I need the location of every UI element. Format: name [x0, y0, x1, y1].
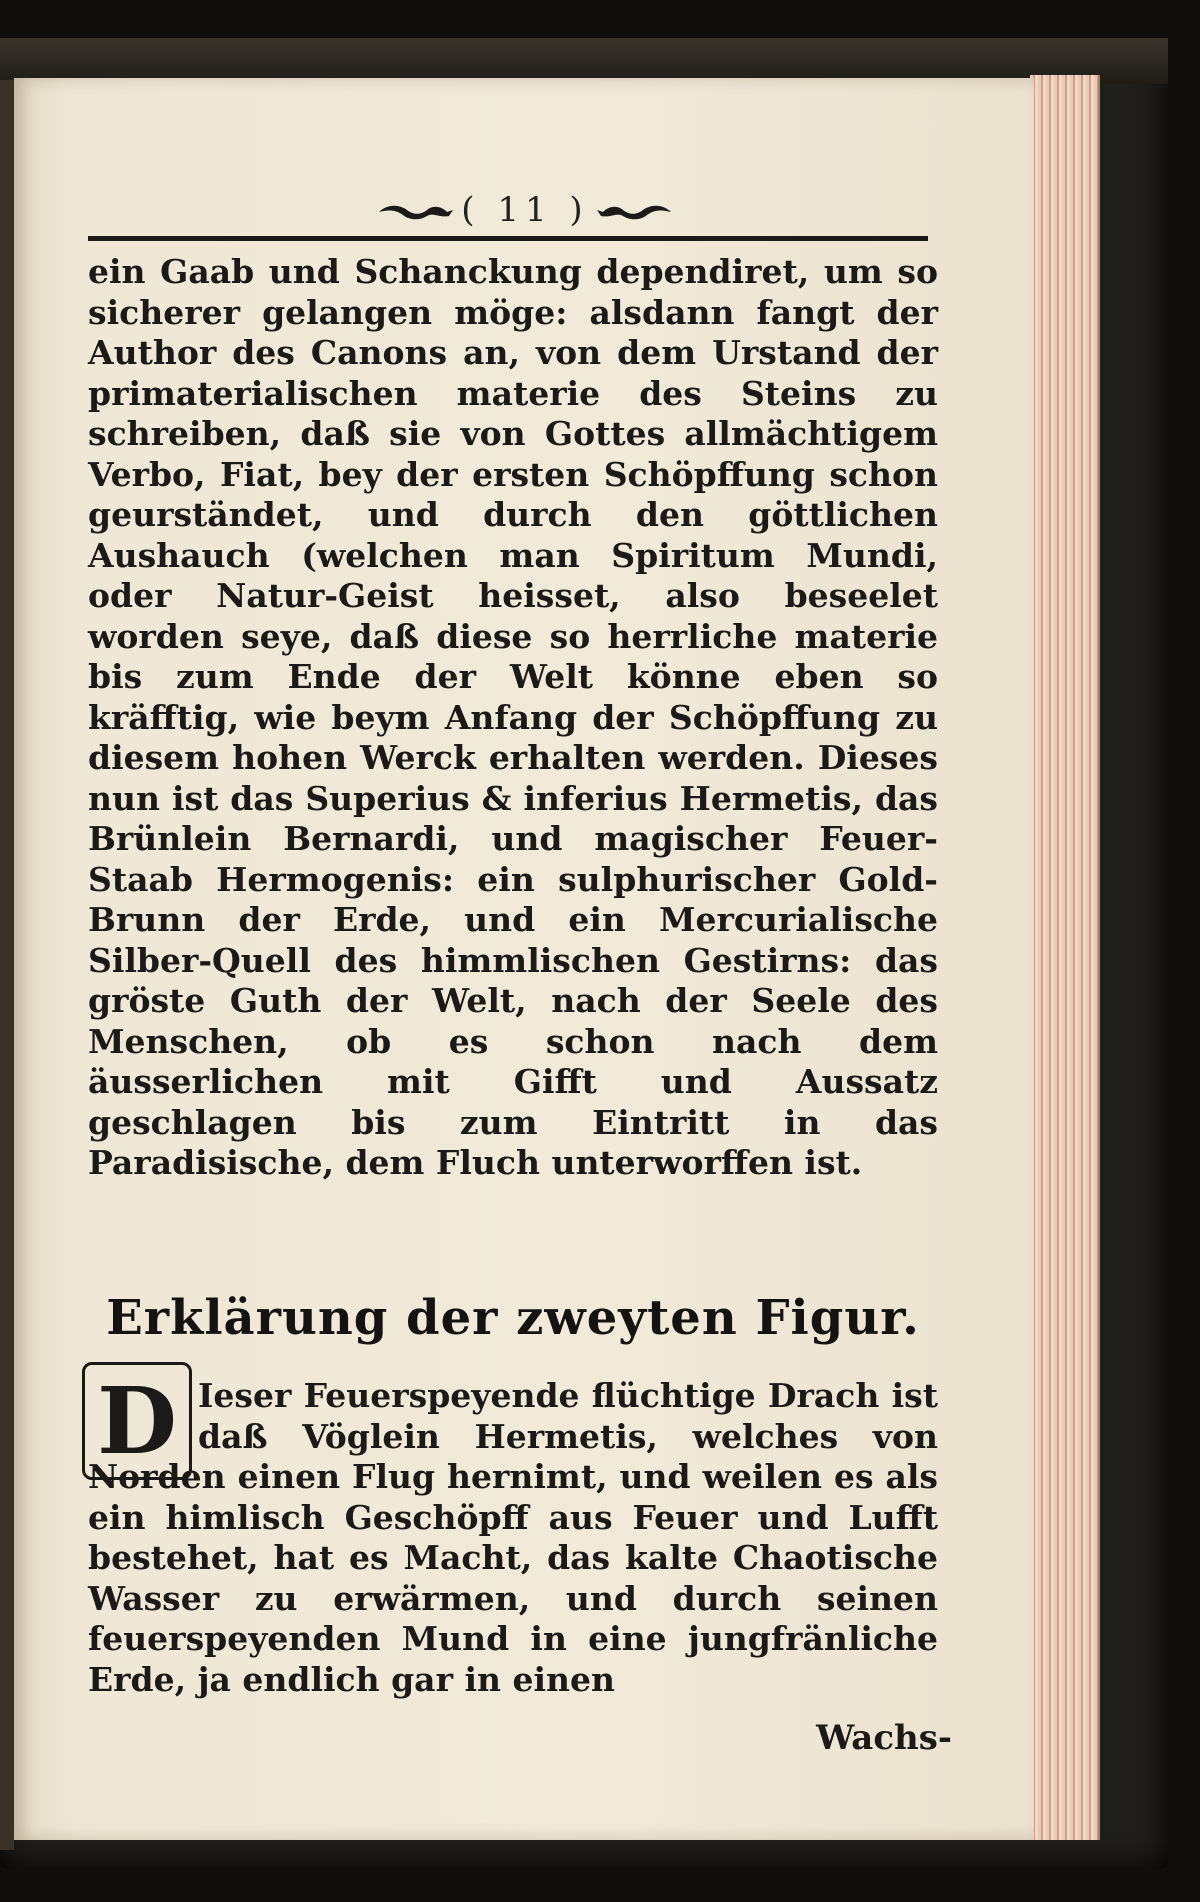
- header-rule: [88, 236, 928, 241]
- body-paragraph-2: [88, 1376, 938, 1700]
- body-paragraph-1: ein Gaab und Schanckung dependiret, um so sicherer gelangen möge: alsdann fangt der Author des Canons an, von dem Urstand der primaterialischen materie des Steins zu schreiben, daß sie von Gottes allmächtigem Verbo, Fiat, bey der ersten Schöpffung schon geurständet, und durch den göttlichen Aushauch (welchen man Spiritum Mundi, oder Natur-Geist heisset, also beseelet worden seye, daß diese so herrliche materie bis zum Ende der Welt könne eben so kräfftig, wie beym Anfang der Schöpffung zu diesem hohen Werck erhalten werden. Dieses nun ist das Superius & inferius Hermetis, das Brünlein Bernardi, und magischer Feuer-Staab Hermogenis: ein sulphurischer Gold-Brunn der Erde, und ein Mercurialische Silber-Quell des himmlischen Gestirns: das gröste Guth der Welt, nach der Seele des Menschen, ob es schon nach dem äusserlichen mit Gifft und Aussatz geschlagen bis zum Eintritt in das Paradisische, dem Fluch unterworffen ist.: [88, 252, 938, 1182]
- right-ornament-icon: [595, 198, 673, 222]
- page-header: [345, 190, 705, 230]
- page-number: ( 11 ): [461, 190, 589, 230]
- decorated-initial: D: [82, 1362, 192, 1480]
- catchword: Wachs-: [816, 1718, 952, 1758]
- left-ornament-icon: [377, 198, 455, 222]
- spine-edge: [0, 80, 14, 1850]
- page-edges: [1030, 75, 1100, 1840]
- paragraph-2-text: Ieser Feuerspeyende flüchtige Drach ist daß Vöglein Hermetis, welches von Norden einen Flug hernimt, und weilen es als ein himlisch Geschöpff aus Feuer und Lufft bestehet, hat es Macht, das kalte Chaotische Wasser zu erwärmen, und durch seinen feuerspeyenden Mund in eine jungfränliche Erde, ja endlich gar in einen: [88, 1376, 938, 1699]
- section-heading: Erklärung der zweyten Figur.: [106, 1290, 920, 1346]
- initial-spacer: [88, 1376, 198, 1454]
